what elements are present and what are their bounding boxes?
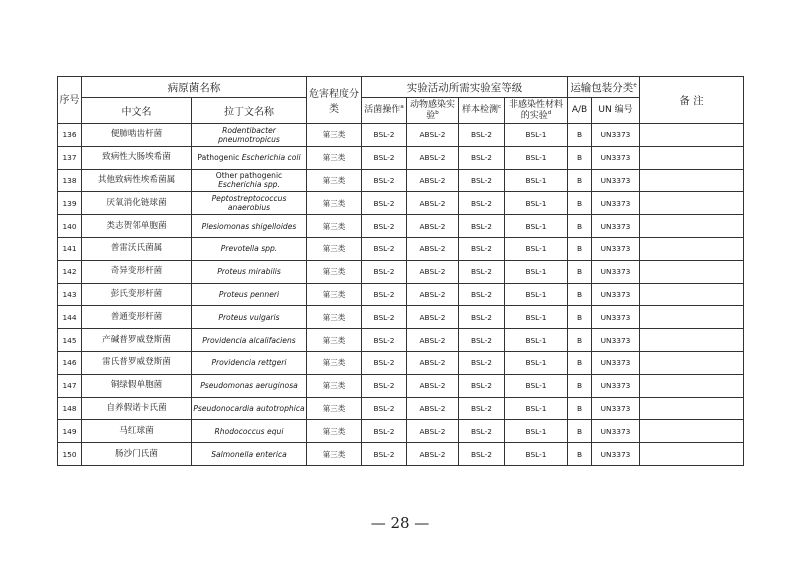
table-row — [58, 420, 744, 443]
table-row — [58, 169, 744, 192]
header-ab: A/B — [568, 98, 592, 124]
header-sample-sup: c — [497, 104, 502, 110]
culture-level: BSL-2 — [362, 351, 407, 374]
animal-level: ABSL-2 — [407, 237, 459, 260]
table-row — [58, 146, 744, 169]
sample-level: BSL-2 — [459, 124, 505, 147]
transport-ab: B — [568, 283, 592, 306]
un-number: UN3373 — [592, 329, 640, 352]
un-number: UN3373 — [592, 283, 640, 306]
remark — [640, 169, 744, 192]
transport-ab: B — [568, 260, 592, 283]
hazard-class: 第三类 — [307, 443, 362, 466]
animal-level: ABSL-2 — [407, 374, 459, 397]
animal-level: ABSL-2 — [407, 397, 459, 420]
latin-name — [192, 397, 307, 420]
sample-level: BSL-2 — [459, 146, 505, 169]
noninfect-level: BSL-1 — [505, 260, 568, 283]
un-number: UN3373 — [592, 351, 640, 374]
latin-name — [192, 146, 307, 169]
table-row — [58, 351, 744, 374]
remark — [640, 192, 744, 215]
hazard-class: 第三类 — [307, 351, 362, 374]
hazard-class: 第三类 — [307, 169, 362, 192]
un-number: UN3373 — [592, 306, 640, 329]
row-number: 146 — [58, 351, 82, 374]
animal-level: ABSL-2 — [407, 192, 459, 215]
un-number: UN3373 — [592, 169, 640, 192]
noninfect-level: BSL-1 — [505, 237, 568, 260]
header-latin-name: 拉丁文名称 — [192, 98, 307, 124]
culture-level: BSL-2 — [362, 260, 407, 283]
un-number: UN3373 — [592, 192, 640, 215]
transport-ab: B — [568, 306, 592, 329]
chinese-name: 雷氏普罗威登斯菌 — [82, 351, 192, 374]
latin-name-text: Providencia rettgeri — [211, 358, 287, 368]
header-culture-label: 活菌操作 — [364, 105, 401, 115]
table-row — [58, 192, 744, 215]
noninfect-level: BSL-1 — [505, 420, 568, 443]
noninfect-level: BSL-1 — [505, 124, 568, 147]
culture-level: BSL-2 — [362, 443, 407, 466]
hazard-class: 第三类 — [307, 374, 362, 397]
latin-name-prefix: Other pathogenic — [215, 171, 283, 181]
table-row — [58, 260, 744, 283]
noninfect-level: BSL-1 — [505, 283, 568, 306]
row-number: 143 — [58, 283, 82, 306]
latin-name — [192, 260, 307, 283]
table-row — [58, 237, 744, 260]
header-row-1 — [58, 77, 744, 98]
header-hazard: 危害程度分类 — [307, 77, 362, 124]
culture-level: BSL-2 — [362, 306, 407, 329]
animal-level: ABSL-2 — [407, 215, 459, 238]
header-noninfect-label: 非感染性材料的实验 — [508, 99, 563, 121]
header-culture-sup: a — [400, 104, 404, 110]
culture-level: BSL-2 — [362, 169, 407, 192]
latin-name-text: Providencia alcalifaciens — [202, 335, 296, 345]
hazard-class: 第三类 — [307, 192, 362, 215]
table-row — [58, 124, 744, 147]
header-noninfect-sup: d — [547, 109, 552, 116]
sample-level: BSL-2 — [459, 283, 505, 306]
chinese-name: 致病性大肠埃希菌 — [82, 146, 192, 169]
animal-level: ABSL-2 — [407, 169, 459, 192]
chinese-name: 产碱普罗威登斯菌 — [82, 329, 192, 352]
animal-level: ABSL-2 — [407, 124, 459, 147]
hazard-class: 第三类 — [307, 329, 362, 352]
animal-level: ABSL-2 — [407, 146, 459, 169]
chinese-name: 厌氧消化链球菌 — [82, 192, 192, 215]
transport-ab: B — [568, 443, 592, 466]
chinese-name: 其他致病性埃希菌属 — [82, 169, 192, 192]
header-transport-sup: e — [633, 82, 637, 88]
row-number: 137 — [58, 146, 82, 169]
hazard-class: 第三类 — [307, 237, 362, 260]
un-number: UN3373 — [592, 215, 640, 238]
transport-ab: B — [568, 374, 592, 397]
latin-name — [192, 420, 307, 443]
row-number: 145 — [58, 329, 82, 352]
remark — [640, 124, 744, 147]
row-number: 144 — [58, 306, 82, 329]
page-number: — 28 — — [370, 514, 430, 532]
hazard-class: 第三类 — [307, 260, 362, 283]
header-animal-sup: b — [435, 109, 439, 116]
row-number: 149 — [58, 420, 82, 443]
table-row — [58, 215, 744, 238]
row-number: 140 — [58, 215, 82, 238]
un-number: UN3373 — [592, 443, 640, 466]
transport-ab: B — [568, 237, 592, 260]
latin-name-text: Rodentibacter pneumotropicus — [218, 125, 280, 144]
row-number: 147 — [58, 374, 82, 397]
latin-name — [192, 215, 307, 238]
chinese-name: 便肺啮齿杆菌 — [82, 124, 192, 147]
remark — [640, 215, 744, 238]
latin-name — [192, 329, 307, 352]
noninfect-level: BSL-1 — [505, 397, 568, 420]
pathogen-table — [57, 76, 744, 466]
remark — [640, 237, 744, 260]
latin-name-text: Rhodococcus equi — [214, 426, 284, 436]
table-row — [58, 306, 744, 329]
latin-name-text: Escherichia spp. — [218, 180, 280, 190]
transport-ab: B — [568, 420, 592, 443]
animal-level: ABSL-2 — [407, 351, 459, 374]
sample-level: BSL-2 — [459, 237, 505, 260]
culture-level: BSL-2 — [362, 124, 407, 147]
culture-level: BSL-2 — [362, 374, 407, 397]
transport-ab: B — [568, 124, 592, 147]
culture-level: BSL-2 — [362, 215, 407, 238]
un-number: UN3373 — [592, 237, 640, 260]
remark — [640, 397, 744, 420]
culture-level: BSL-2 — [362, 237, 407, 260]
sample-level: BSL-2 — [459, 260, 505, 283]
noninfect-level: BSL-1 — [505, 443, 568, 466]
hazard-class: 第三类 — [307, 124, 362, 147]
remark — [640, 306, 744, 329]
animal-level: ABSL-2 — [407, 260, 459, 283]
remark — [640, 329, 744, 352]
latin-name-prefix: Pathogenic — [197, 153, 242, 163]
sample-level: BSL-2 — [459, 215, 505, 238]
header-lab-level: 实验活动所需实验室等级 — [362, 77, 568, 98]
table-row — [58, 397, 744, 420]
table-row — [58, 283, 744, 306]
sample-level: BSL-2 — [459, 192, 505, 215]
table-row — [58, 329, 744, 352]
culture-level: BSL-2 — [362, 329, 407, 352]
latin-name — [192, 351, 307, 374]
culture-level: BSL-2 — [362, 397, 407, 420]
chinese-name: 奇异变形杆菌 — [82, 260, 192, 283]
hazard-class: 第三类 — [307, 306, 362, 329]
chinese-name: 普通变形杆菌 — [82, 306, 192, 329]
hazard-class: 第三类 — [307, 283, 362, 306]
latin-name-text: Plesiomonas shigelloides — [201, 221, 297, 231]
transport-ab: B — [568, 146, 592, 169]
noninfect-level: BSL-1 — [505, 306, 568, 329]
latin-name-text: Proteus penneri — [218, 289, 280, 299]
un-number: UN3373 — [592, 260, 640, 283]
latin-name-text: Salmonella enterica — [211, 449, 287, 459]
header-sample — [459, 98, 505, 124]
noninfect-level: BSL-1 — [505, 169, 568, 192]
transport-ab: B — [568, 329, 592, 352]
animal-level: ABSL-2 — [407, 420, 459, 443]
chinese-name: 类志贺邻单胞菌 — [82, 215, 192, 238]
row-number: 142 — [58, 260, 82, 283]
sample-level: BSL-2 — [459, 306, 505, 329]
remark — [640, 351, 744, 374]
header-culture — [362, 98, 407, 124]
table-row — [58, 443, 744, 466]
latin-name — [192, 374, 307, 397]
latin-name — [192, 443, 307, 466]
latin-name — [192, 306, 307, 329]
chinese-name: 彭氏变形杆菌 — [82, 283, 192, 306]
noninfect-level: BSL-1 — [505, 351, 568, 374]
transport-ab: B — [568, 351, 592, 374]
sample-level: BSL-2 — [459, 443, 505, 466]
noninfect-level: BSL-1 — [505, 374, 568, 397]
remark — [640, 146, 744, 169]
latin-name — [192, 169, 307, 192]
animal-level: ABSL-2 — [407, 329, 459, 352]
latin-name-text: Peptostreptococcus anaerobius — [211, 194, 287, 213]
culture-level: BSL-2 — [362, 420, 407, 443]
header-remark: 备 注 — [640, 77, 744, 124]
un-number: UN3373 — [592, 420, 640, 443]
latin-name-text: Proteus vulgaris — [218, 312, 280, 322]
header-un: UN 编号 — [592, 98, 640, 124]
row-number: 148 — [58, 397, 82, 420]
row-number: 136 — [58, 124, 82, 147]
animal-level: ABSL-2 — [407, 283, 459, 306]
table-row — [58, 374, 744, 397]
latin-name-text: Prevotella spp. — [220, 244, 278, 254]
animal-level: ABSL-2 — [407, 306, 459, 329]
hazard-class: 第三类 — [307, 146, 362, 169]
transport-ab: B — [568, 397, 592, 420]
noninfect-level: BSL-1 — [505, 215, 568, 238]
row-number: 150 — [58, 443, 82, 466]
latin-name-text: Escherichia coli — [241, 153, 301, 163]
noninfect-level: BSL-1 — [505, 329, 568, 352]
remark — [640, 443, 744, 466]
un-number: UN3373 — [592, 146, 640, 169]
culture-level: BSL-2 — [362, 146, 407, 169]
sample-level: BSL-2 — [459, 169, 505, 192]
transport-ab: B — [568, 192, 592, 215]
latin-name — [192, 283, 307, 306]
transport-ab: B — [568, 169, 592, 192]
hazard-class: 第三类 — [307, 420, 362, 443]
un-number: UN3373 — [592, 124, 640, 147]
chinese-name: 自养假诺卡氏菌 — [82, 397, 192, 420]
transport-ab: B — [568, 215, 592, 238]
header-pathogen-name: 病原菌名称 — [82, 77, 307, 98]
sample-level: BSL-2 — [459, 397, 505, 420]
noninfect-level: BSL-1 — [505, 146, 568, 169]
row-number: 141 — [58, 237, 82, 260]
remark — [640, 420, 744, 443]
header-animal-label: 动物感染实验 — [409, 99, 455, 121]
row-number: 139 — [58, 192, 82, 215]
remark — [640, 260, 744, 283]
noninfect-level: BSL-1 — [505, 192, 568, 215]
row-number: 138 — [58, 169, 82, 192]
remark — [640, 374, 744, 397]
hazard-class: 第三类 — [307, 215, 362, 238]
latin-name — [192, 192, 307, 215]
hazard-class: 第三类 — [307, 397, 362, 420]
chinese-name: 铜绿假单胞菌 — [82, 374, 192, 397]
header-transport — [568, 77, 640, 98]
chinese-name: 肠沙门氏菌 — [82, 443, 192, 466]
header-noninfect — [505, 98, 568, 124]
header-animal — [407, 98, 459, 124]
header-sample-label: 样本检测 — [461, 105, 498, 115]
chinese-name: 普雷沃氏菌属 — [82, 237, 192, 260]
header-seq: 序号 — [58, 77, 82, 124]
sample-level: BSL-2 — [459, 374, 505, 397]
latin-name-text: Proteus mirabilis — [217, 267, 281, 277]
latin-name — [192, 124, 307, 147]
header-cn-name: 中文名 — [82, 98, 192, 124]
animal-level: ABSL-2 — [407, 443, 459, 466]
table-body — [58, 124, 744, 466]
latin-name — [192, 237, 307, 260]
sample-level: BSL-2 — [459, 351, 505, 374]
latin-name-text: Pseudonocardia autotrophica — [193, 403, 305, 413]
sample-level: BSL-2 — [459, 329, 505, 352]
latin-name-text: Pseudomonas aeruginosa — [200, 381, 298, 391]
chinese-name: 马红球菌 — [82, 420, 192, 443]
sample-level: BSL-2 — [459, 420, 505, 443]
un-number: UN3373 — [592, 374, 640, 397]
culture-level: BSL-2 — [362, 192, 407, 215]
culture-level: BSL-2 — [362, 283, 407, 306]
header-transport-label: 运输包装分类 — [570, 81, 634, 94]
remark — [640, 283, 744, 306]
un-number: UN3373 — [592, 397, 640, 420]
